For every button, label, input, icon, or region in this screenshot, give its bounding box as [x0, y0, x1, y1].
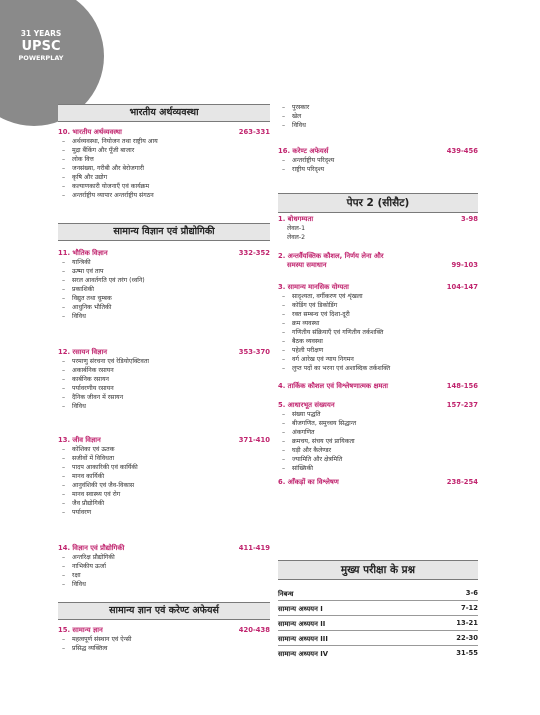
- topic: – पुरस्कार: [278, 103, 478, 112]
- topic: – कोशिका एवं ऊतक: [58, 445, 270, 454]
- paper2-chapter-5[interactable]: [278, 401, 478, 473]
- section-heading: पेपर 2 (सीसैट): [278, 193, 478, 213]
- chapter-title-cont: समस्या समाधान: [287, 261, 327, 269]
- section-heading: सामान्य विज्ञान एवं प्रौद्योगिकी: [58, 223, 270, 241]
- topic: – सादृश्यता, वर्गीकरण एवं शृंखला: [278, 292, 478, 301]
- chapter-pages: 99-103: [451, 261, 478, 269]
- topic: – बैठक व्यवस्था: [278, 337, 478, 346]
- chapter-16[interactable]: [278, 147, 478, 174]
- row-divider: [278, 600, 478, 601]
- chapter-title: 11. भौतिक विज्ञान: [58, 249, 108, 257]
- topic: – सरल आवर्तगति एवं तरंग (ध्वनि): [58, 276, 270, 285]
- topic: – यान्त्रिकी: [58, 258, 270, 267]
- topic: – कल्याणकारी योजनाएँ एवं कार्यक्रम: [58, 182, 270, 191]
- topic: – खेल: [278, 112, 478, 121]
- row-divider: [278, 630, 478, 631]
- topic: – विद्युत तथा चुम्बक: [58, 294, 270, 303]
- badge-tagline: POWERPLAY: [18, 53, 64, 62]
- topic: – अन्तरिक्ष प्रौद्योगिकी: [58, 553, 270, 562]
- chapter-pages: 371-410: [238, 436, 270, 444]
- topic: – संख्या पद्धति: [278, 410, 478, 419]
- topic: – मुद्रा बैंकिंग और पूँजी बाजार: [58, 146, 270, 155]
- mains-row[interactable]: [278, 589, 478, 598]
- section-heading: सामान्य ज्ञान एवं करेण्ट अफेयर्स: [58, 602, 270, 620]
- topic: – अंकगणित: [278, 428, 478, 437]
- mains-pages: 31-55: [456, 649, 478, 657]
- chapter-pages: 148-156: [446, 382, 478, 390]
- topic: – प्रसिद्ध व्यक्तित्व: [58, 644, 270, 653]
- mains-label: सामान्य अध्ययन II: [278, 620, 326, 628]
- row-divider: [278, 645, 478, 646]
- level-label: लेवल-2: [287, 234, 305, 241]
- section-heading: भारतीय अर्थव्यवस्था: [58, 104, 270, 122]
- mains-pages: 7-12: [460, 604, 478, 612]
- chapter-pages: 332-352: [238, 249, 270, 257]
- topic: – पहेली परीक्षण: [278, 346, 478, 355]
- mains-pages: 3-6: [465, 589, 478, 597]
- mains-pages: 13-21: [456, 619, 478, 627]
- topic: – जनसंख्या, गरीबी और बेरोजगारी: [58, 164, 270, 173]
- chapter-10[interactable]: [58, 128, 270, 200]
- chapter-title: 6. आँकड़ों का विश्लेषण: [278, 478, 339, 486]
- topic: – ज्यामिति और क्षेत्रमिति: [278, 455, 478, 464]
- topic: – मानव स्वास्थ्य एवं रोग: [58, 490, 270, 499]
- badge-years: 31 YEARS: [20, 29, 62, 38]
- topic: – कृषि और उद्योग: [58, 173, 270, 182]
- topic: – नाभिकीय ऊर्जा: [58, 562, 270, 571]
- chapter-pages: 353-370: [238, 348, 270, 356]
- topic: – सजीवों में विविधता: [58, 454, 270, 463]
- section-heading: मुख्य परीक्षा के प्रश्न: [278, 560, 478, 580]
- topic: – घड़ी और कैलेण्डर: [278, 446, 478, 455]
- mains-row[interactable]: [278, 634, 478, 643]
- chapter-title: 1. बोधगम्यता: [278, 215, 314, 223]
- paper2-chapter-2[interactable]: [278, 252, 478, 270]
- topic: – रक्षा: [58, 571, 270, 580]
- chapter-pages: 420-438: [238, 626, 270, 634]
- topic: – विविध: [58, 402, 270, 411]
- chapter-title: 15. सामान्य ज्ञान: [58, 626, 103, 634]
- chapter-pages: 411-419: [238, 544, 270, 552]
- level-label: लेवल-1: [287, 225, 305, 232]
- chapter-title: 2. अन्तर्वैयक्तिक कौशल, निर्णय लेना और: [278, 252, 384, 260]
- topic: – आनुवंशिकी एवं जैव-विकास: [58, 481, 270, 490]
- chapter-13[interactable]: [58, 436, 270, 517]
- topic: – क्रमचय, संचय एवं प्रायिकता: [278, 437, 478, 446]
- chapter-pages: 157-237: [446, 401, 478, 409]
- topic: – जैव प्रौद्योगिकी: [58, 499, 270, 508]
- topic: – गणितीय संक्रियाएँ एवं गणितीय तर्कशक्ति: [278, 328, 478, 337]
- chapter-pages: 104-147: [446, 283, 478, 291]
- paper2-chapter-6[interactable]: [278, 478, 478, 487]
- topic: – रक्त सम्बन्ध एवं दिशा-दूरी: [278, 310, 478, 319]
- paper2-chapter-1[interactable]: [278, 215, 478, 242]
- topic: – विविध: [58, 580, 270, 589]
- topic: – क्रम व्यवस्था: [278, 319, 478, 328]
- topic: – दैनिक जीवन में रसायन: [58, 393, 270, 402]
- chapter-title: 10. भारतीय अर्थव्यवस्था: [58, 128, 122, 136]
- mains-label: सामान्य अध्ययन III: [278, 635, 328, 643]
- topic: – लुप्त पदों का भरना एवं अशाब्दिक तर्कशक्ति: [278, 364, 478, 373]
- topic: – प्रकाशिकी: [58, 285, 270, 294]
- chapter-14[interactable]: [58, 544, 270, 589]
- topic: – अन्तर्राष्ट्रीय परिदृश्य: [278, 156, 478, 165]
- topic: – मानव कार्यिकी: [58, 472, 270, 481]
- chapter-title: 13. जीव विज्ञान: [58, 436, 101, 444]
- mains-label: निबन्ध: [278, 590, 294, 598]
- chapter-pages: 3-98: [460, 215, 478, 223]
- chapter-title: 4. तार्किक कौशल एवं विश्लेषणात्मक क्षमता: [278, 382, 389, 390]
- topic: – वर्ग आरेख एवं न्याय निगमन: [278, 355, 478, 364]
- chapter-title: 14. विज्ञान एवं प्रौद्योगिकी: [58, 544, 125, 552]
- paper2-chapter-4[interactable]: [278, 382, 478, 391]
- chapter-title: 5. आधारभूत संख्ययन: [278, 401, 335, 409]
- row-divider: [278, 615, 478, 616]
- topic: – पर्यावरणीय रसायन: [58, 384, 270, 393]
- topic: – राष्ट्रीय परिदृश्य: [278, 165, 478, 174]
- mains-row[interactable]: [278, 604, 478, 613]
- topic: – बीजगणित, समुच्चय सिद्धान्त: [278, 419, 478, 428]
- chapter-title: 3. सामान्य मानसिक योग्यता: [278, 283, 349, 291]
- topic: – पर्यावरण: [58, 508, 270, 517]
- topic: – पादप आकारिकी एवं कार्यिकी: [58, 463, 270, 472]
- topic: – अकार्बनिक रसायन: [58, 366, 270, 375]
- chapter-title: 12. रसायन विज्ञान: [58, 348, 108, 356]
- chapter-pages: 263-331: [238, 128, 270, 136]
- chapter-12[interactable]: [58, 348, 270, 411]
- chapter-pages: 238-254: [446, 478, 478, 486]
- mains-label: सामान्य अध्ययन I: [278, 605, 323, 613]
- topic: – सांख्यिकी: [278, 464, 478, 473]
- topic: – कोडिंग एवं डिकोडिंग: [278, 301, 478, 310]
- topic: – कार्बनिक रसायन: [58, 375, 270, 384]
- paper2-chapter-3[interactable]: [278, 283, 478, 373]
- topic: – ऊष्मा एवं ताप: [58, 267, 270, 276]
- badge-brand: UPSC: [21, 38, 61, 54]
- topic: – विविध: [278, 121, 478, 130]
- topic: – परमाणु संरचना एवं रेडियोएक्टिवता: [58, 357, 270, 366]
- topic: – आधुनिक भौतिकी: [58, 303, 270, 312]
- chapter-15[interactable]: [58, 626, 270, 653]
- topic: – विविध: [58, 312, 270, 321]
- mains-row[interactable]: [278, 619, 478, 628]
- topic: – लोक वित्त: [58, 155, 270, 164]
- topic: – महत्वपूर्ण संस्थान एवं ऐन्सी: [58, 635, 270, 644]
- topic: – अन्तर्राष्ट्रीय व्यापार अन्तर्राष्ट्रीय संगठन: [58, 191, 270, 200]
- chapter-11[interactable]: [58, 249, 270, 321]
- chapter-title: 16. करेण्ट अफेयर्स: [278, 147, 329, 155]
- mains-row[interactable]: [278, 649, 478, 658]
- continued-topics: [278, 103, 478, 130]
- mains-label: सामान्य अध्ययन IV: [278, 650, 329, 658]
- mains-pages: 22-30: [456, 634, 478, 642]
- topic: – अर्थव्यवस्था, नियोजन तथा राष्ट्रीय आय: [58, 137, 270, 146]
- chapter-pages: 439-456: [446, 147, 478, 155]
